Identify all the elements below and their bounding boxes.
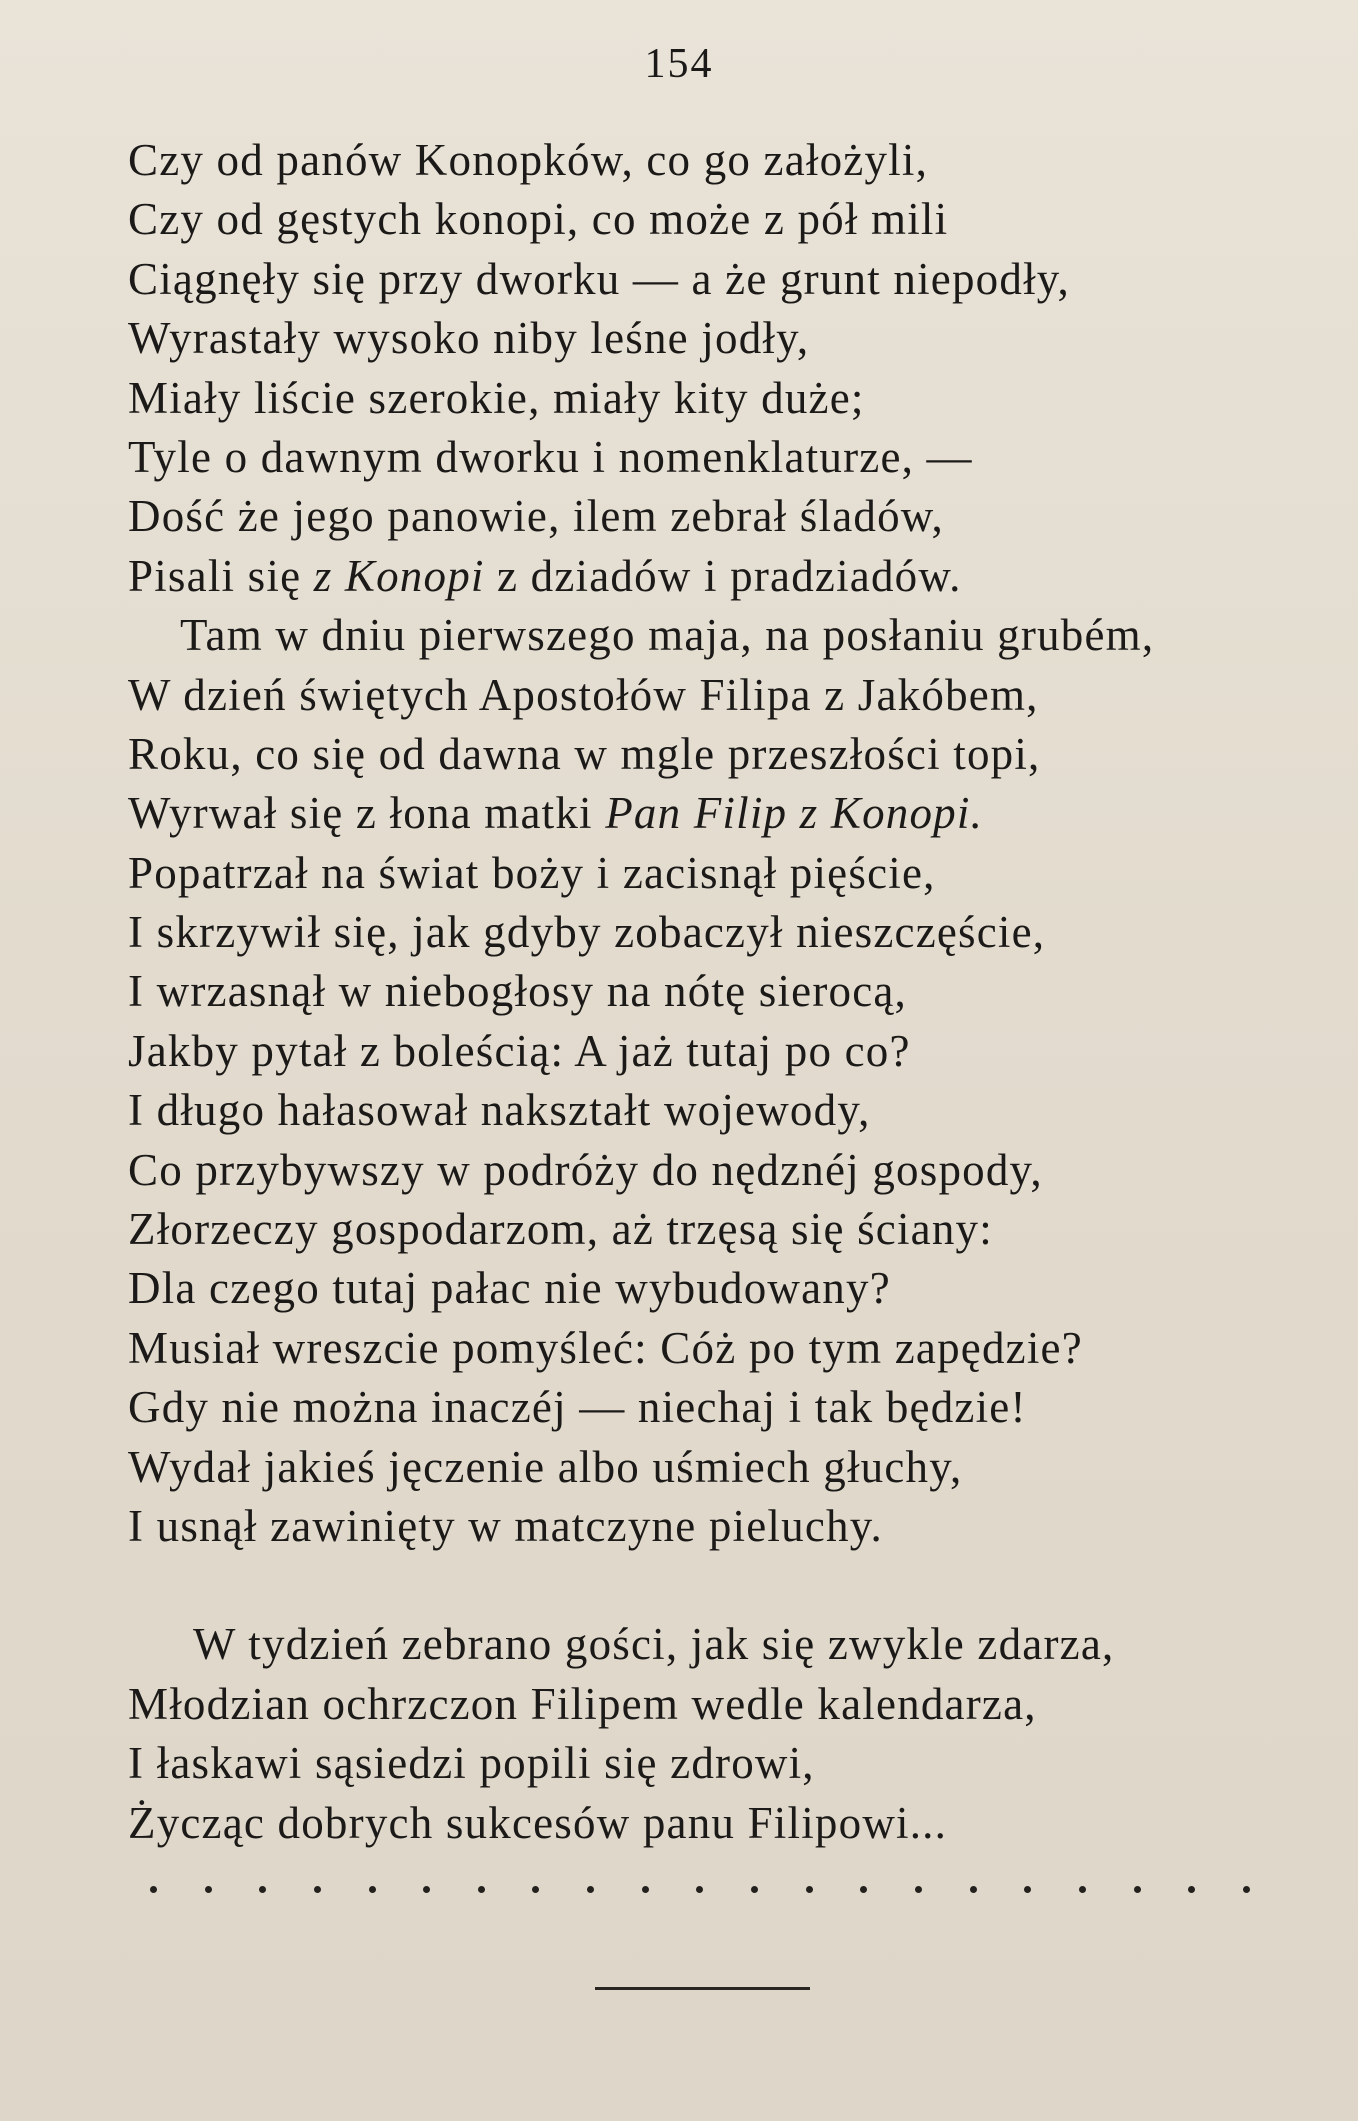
poem-line: Co przybywszy w podróży do nędznéj gospody,: [128, 1144, 1043, 1195]
poem-line: Młodzian ochrzczon Filipem wedle kalendarza,: [128, 1678, 1037, 1729]
poem-line: Miały liście szerokie, miały kity duże;: [128, 372, 865, 423]
line-text: z dziadów i pradziadów.: [484, 550, 962, 601]
poem-line: Gdy nie można inaczéj — niechaj i tak będzie!: [128, 1382, 1027, 1433]
dot: [1079, 1886, 1086, 1893]
dot: [205, 1886, 212, 1893]
dot: [915, 1886, 922, 1893]
poem-line: Musiał wreszcie pomyśleć: Cóż po tym zapędzie?: [128, 1322, 1083, 1373]
poem-line: Ciągnęły się przy dworku — a że grunt niepodły,: [128, 253, 1071, 304]
stanza-1: [128, 131, 1328, 1556]
poem-line-indented: W tydzień zebrano gości, jak się zwykle zdarza,: [193, 1619, 1115, 1670]
poem-line: Tyle o dawnym dworku i nomenklaturze, —: [128, 431, 973, 482]
poem-line: Jakby pytał z boleścią: A jaż tutaj po co?: [128, 1025, 911, 1076]
ellipsis-dot-row: [150, 1886, 1250, 1893]
dot: [696, 1886, 703, 1893]
poem-line: I usnął zawinięty w matczyne pieluchy.: [128, 1500, 883, 1551]
poem-line: Roku, co się od dawna w mgle przeszłości topi,: [128, 728, 1041, 779]
dot: [751, 1886, 758, 1893]
poem-line: I długo hałasował nakształt wojewody,: [128, 1085, 871, 1136]
dot: [1188, 1886, 1195, 1893]
dot: [423, 1886, 430, 1893]
poem-line: Czy od gęstych konopi, co może z pół mili: [128, 194, 949, 245]
dot: [970, 1886, 977, 1893]
poem-line: Czy od panów Konopków, co go założyli,: [128, 135, 929, 185]
poem-line: Życząc dobrych sukcesów panu Filipowi...: [128, 1797, 948, 1848]
line-text: Pisali się: [128, 550, 314, 601]
poem-line: Złorzeczy gospodarzom, aż trzęsą się ściany:: [128, 1204, 993, 1255]
line-text: Wyrwał się z łona matki: [128, 788, 606, 839]
dot: [587, 1886, 594, 1893]
page-number: 154: [644, 41, 714, 87]
poem-line-indented: Tam w dniu pierwszego maja, na posłaniu grubém,: [180, 610, 1155, 661]
poem-line: [128, 784, 1328, 843]
poem-text: [128, 131, 1328, 1853]
dot: [806, 1886, 813, 1893]
dot: [532, 1886, 539, 1893]
dot: [478, 1886, 485, 1893]
dot: [642, 1886, 649, 1893]
dot: [150, 1886, 157, 1893]
dot: [860, 1886, 867, 1893]
poem-line: Dość że jego panowie, ilem zebrał śladów,: [128, 491, 945, 542]
dot: [1243, 1886, 1250, 1893]
poem-line: Popatrzał na świat boży i zacisnął pięście,: [128, 847, 936, 898]
stanza-gap: [128, 1556, 1328, 1615]
poem-line: Wydał jakieś jęczenie albo uśmiech głuchy,: [128, 1441, 963, 1492]
poem-line: Wyrastały wysoko niby leśne jodły,: [128, 313, 810, 364]
dot: [259, 1886, 266, 1893]
section-divider-rule: [595, 1987, 810, 1990]
dot: [369, 1886, 376, 1893]
italic-phrase: z Konopi: [313, 550, 485, 601]
poem-line: I wrzasnął w niebogłosy na nótę sierocą,: [128, 966, 908, 1017]
italic-phrase: Pan Filip z Konopi.: [605, 788, 984, 839]
poem-line: I łaskawi sąsiedzi popili się zdrowi,: [128, 1738, 815, 1789]
dot: [1134, 1886, 1141, 1893]
stanza-2: [128, 1615, 1328, 1853]
dot: [1024, 1886, 1031, 1893]
dot: [314, 1886, 321, 1893]
poem-line: [128, 547, 1328, 606]
poem-line: Dla czego tutaj pałac nie wybudowany?: [128, 1263, 891, 1314]
poem-line: I skrzywił się, jak gdyby zobaczył nieszczęście,: [128, 907, 1046, 958]
poem-line: W dzień świętych Apostołów Filipa z Jakóbem,: [128, 669, 1039, 720]
